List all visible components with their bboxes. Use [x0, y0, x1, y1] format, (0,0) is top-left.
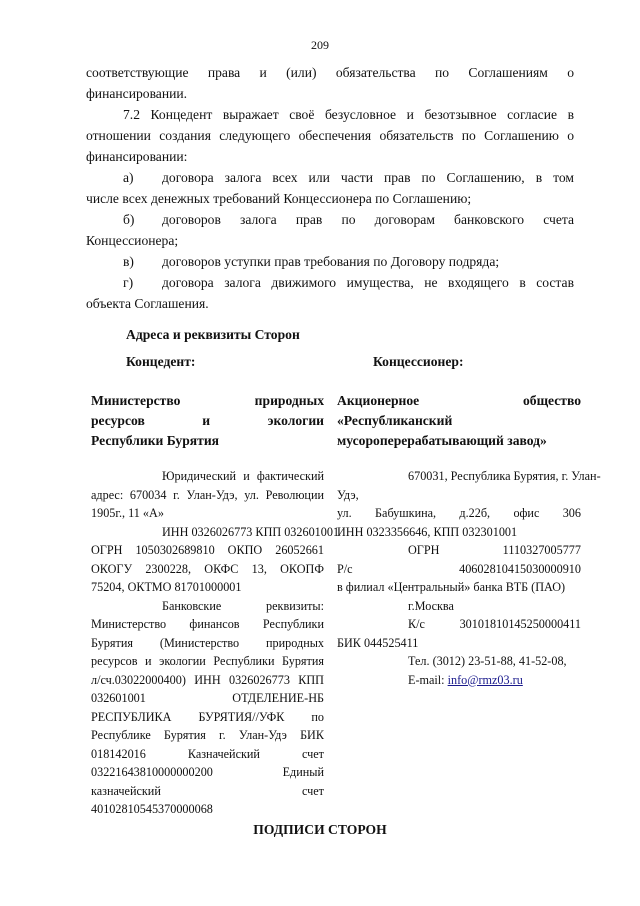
concessionaire-detail-line: ИНН 0323356646, КПП 032301001	[337, 524, 518, 539]
concessionaire-role: Концессионер:	[373, 354, 464, 369]
list-text: договоров залога прав по договорам банковского счета	[162, 212, 574, 227]
concessionaire-detail-line: К/с 30101810145250000411	[408, 617, 581, 631]
list-item-g	[86, 272, 574, 293]
concessionaire-detail-line: 670031, Республика Бурятия, г. Улан-	[408, 469, 601, 483]
grantor-detail-line: 1905г., 11 «А»	[91, 506, 164, 520]
list-item-a	[86, 167, 574, 188]
grantor-detail-line: казначейский счет	[91, 783, 324, 798]
grantor-detail-line: 03221643810000000200 Единый	[91, 765, 324, 779]
concessionaire-org-name	[337, 391, 581, 451]
email-link[interactable]: info@rmz03.ru	[447, 672, 523, 687]
grantor-detail-line: Министерство финансов Республики	[91, 617, 324, 631]
list-text: договора залога всех или части прав по Соглашению, в том	[162, 170, 574, 185]
continuation-line-1: соответствующие права и (или) обязательства по Соглашениям о	[86, 65, 574, 80]
list-marker: б)	[123, 212, 135, 227]
concessionaire-org-line: Акционерное общество	[337, 393, 581, 408]
list-item-a-continuation: числе всех денежных требований Концессионера по Соглашению;	[86, 191, 472, 206]
grantor-detail-line: ресурсов и экологии Республики Бурятия	[91, 654, 324, 668]
concessionaire-detail-line: БИК 044525411	[337, 635, 419, 650]
list-marker: а)	[123, 170, 134, 185]
document-body	[86, 62, 574, 314]
concessionaire-detail-line: Р/с 40602810415030000910	[337, 561, 581, 576]
email-label: E-mail:	[408, 672, 445, 687]
section-title: Адреса и реквизиты Сторон	[126, 327, 300, 342]
grantor-detail-line: адрес: 670034 г. Улан-Удэ, ул. Революции	[91, 487, 324, 502]
signatures-title: ПОДПИСИ СТОРОН	[253, 822, 387, 837]
grantor-detail-line: ОГРН 1050302689810 ОКПО 26052661	[91, 543, 324, 557]
concessionaire-details	[337, 467, 601, 689]
grantor-org-line: ресурсов и экологии	[91, 413, 324, 428]
list-item-b	[86, 209, 574, 230]
list-marker: в)	[123, 254, 134, 269]
concessionaire-detail-line: ОГРН 1110327005777	[408, 543, 581, 557]
continuation-line-2: финансировании.	[86, 86, 188, 101]
grantor-detail-line: Юридический и фактический	[162, 469, 324, 483]
list-item-b-continuation: Концессионера;	[86, 233, 179, 248]
concessionaire-org-line: «Республиканский	[337, 413, 453, 428]
grantor-detail-line: ИНН 0326026773 КПП 032601001	[162, 524, 340, 539]
grantor-detail-line: л/сч.03022000400) ИНН 0326026773 КПП	[91, 672, 324, 687]
grantor-detail-line: Бурятия (Министерство природных	[91, 635, 324, 650]
concessionaire-org-line: мусороперерабатывающий завод»	[337, 433, 547, 448]
grantor-detail-line: 032601001 ОТДЕЛЕНИЕ-НБ	[91, 691, 324, 705]
grantor-detail-line: РЕСПУБЛИКА БУРЯТИЯ//УФК по	[91, 709, 324, 724]
grantor-role: Концедент:	[126, 354, 196, 369]
paragraph-7-2: 7.2 Концедент выражает своё безусловное и безотзывное согласие в отношении создания следующего обеспечения обязательств по Соглашению о финансировании:	[86, 107, 574, 164]
grantor-detail-line: 018142016 Казначейский счет	[91, 746, 324, 761]
concessionaire-detail-line: Тел. (3012) 23-51-88, 41-52-08,	[408, 654, 567, 668]
grantor-details	[91, 467, 340, 819]
concessionaire-email-line	[337, 671, 581, 690]
grantor-detail-line: Банковские реквизиты:	[162, 598, 324, 613]
concessionaire-detail-line: г.Москва	[408, 598, 454, 613]
list-item-v	[86, 251, 574, 272]
grantor-org-name	[91, 391, 324, 451]
concessionaire-detail-line: ул. Бабушкина, д.22б, офис 306	[337, 506, 581, 520]
grantor-org-line: Министерство природных	[91, 393, 324, 408]
page-number: 209	[311, 38, 329, 52]
grantor-detail-line: 75204, ОКТМО 81701000001	[91, 580, 242, 594]
grantor-detail-line: 40102810545370000068	[91, 802, 213, 816]
grantor-org-line: Республики Бурятия	[91, 433, 220, 448]
list-text: договора залога движимого имущества, не входящего в состав	[162, 275, 574, 290]
grantor-detail-line: Республике Бурятия г. Улан-Удэ БИК	[91, 728, 324, 742]
list-item-g-continuation: объекта Соглашения.	[86, 296, 209, 311]
list-marker: г)	[123, 275, 134, 290]
list-text: договоров уступки прав требования по Договору подряда;	[162, 254, 500, 269]
concessionaire-detail-line: Удэ,	[337, 487, 359, 502]
grantor-detail-line: ОКОГУ 2300228, ОКФС 13, ОКОПФ	[91, 561, 324, 576]
concessionaire-detail-line: в филиал «Центральный» банка ВТБ (ПАО)	[337, 580, 566, 594]
